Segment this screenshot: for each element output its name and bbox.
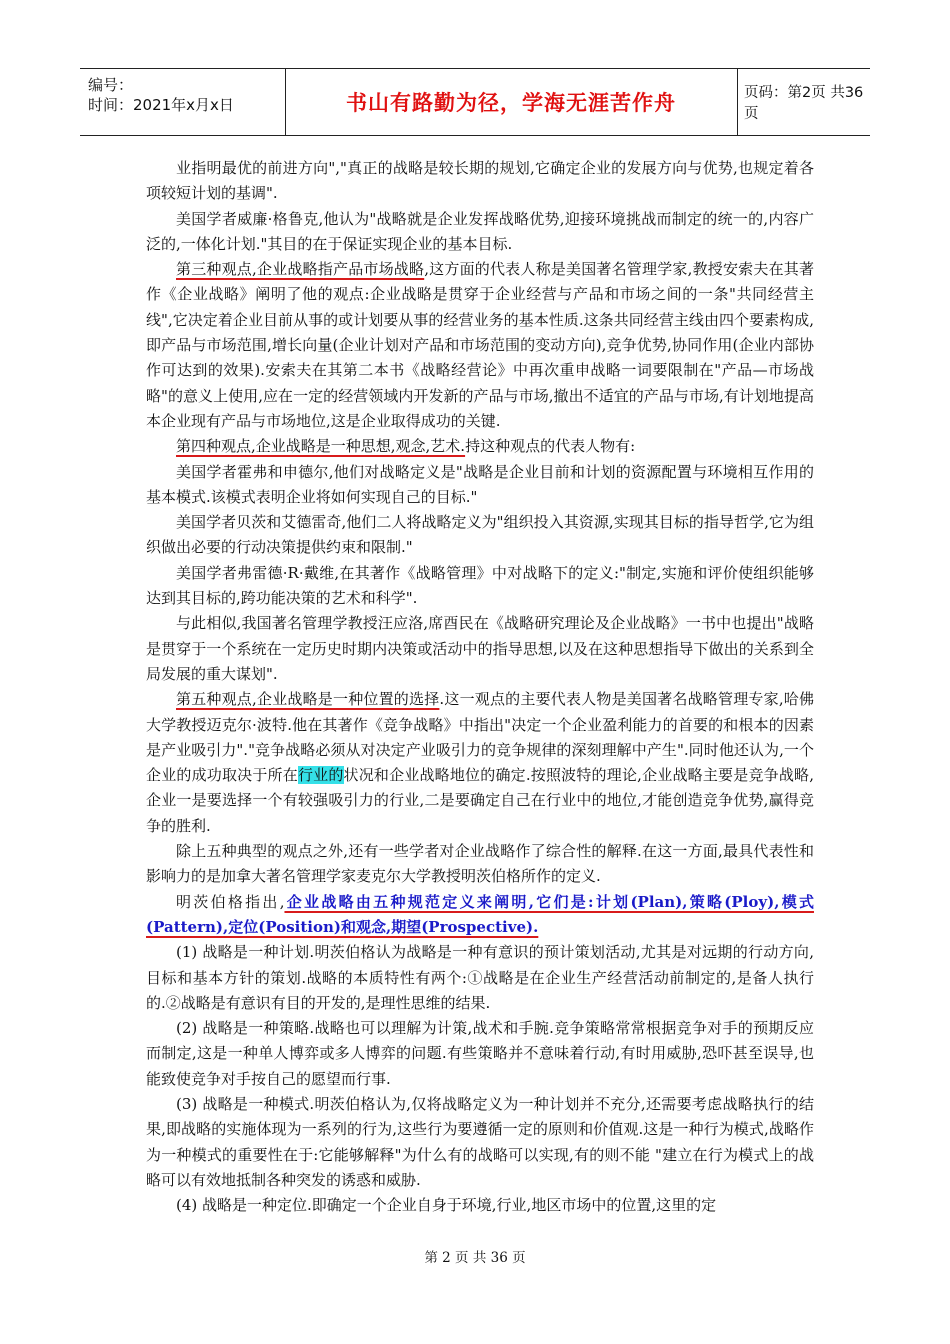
document-body [146, 156, 814, 1218]
paragraph: (3) 战略是一种模式.明茨伯格认为,仅将战略定义为一种计划并不充分,还需要考虑战略执行的结果,即战略的实施体现为一系列的行为,这些行为要遵循一定的原则和价值观.这是一种行为模式,战略作为一种模式的重要性在于:它能够解释"为什么有的战略可以实现,有的则不能 "建立在行为模式上的战略可以有效地抵制各种突发的诱惑和威胁. [146, 1094, 814, 1189]
paragraph: 美国学者威廉·格鲁克,他认为"战略就是企业发挥战略优势,迎接环境挑战而制定的统一的,内容广泛的,一体化计划."其目的在于保证实现企业的基本目标. [146, 209, 814, 253]
paragraph: (2) 战略是一种策略.战略也可以理解为计策,战术和手腕.竞争策略常常根据竞争对手的预期反应而制定,这是一种单人博弈或多人博弈的问题.有些策略并不意味着行动,有时用威胁,恐吓甚至误导,也能致使竞争对手按自己的愿望而行事. [146, 1019, 814, 1088]
header-motto: 书山有路勤为径，学海无涯苦作舟 [285, 69, 738, 135]
paragraph-text: .这一观点的主要代表人物是美国著名战略管理专家,哈佛大学教授迈克尔·波特.他在其著作《竞争战略》中指出"决定一个企业盈利能力的首要的和根本的因素是产业吸引力"."竞争战略必须从对决定产业吸引力的竞争规律的深刻理解中产生".同时他还认为,一个企业的成功取决于所在 [146, 690, 814, 785]
document-number-label: 编号： [88, 76, 134, 94]
paragraph [146, 434, 814, 459]
document-date-label: 时间：2021年x月x日 [88, 96, 234, 114]
paragraph: 与此相似,我国著名管理学教授汪应洛,席酉民在《战略研究理论及企业战略》一书中也提出"战略是贯穿于一个系统在一定历史时期内决策或活动中的指导思想,以及在这种思想指导下做出的关系到全局发展的重大谋划". [146, 614, 814, 683]
paragraph [146, 257, 814, 434]
paragraph-text: 状况和企业战略地位的确定.按照波特的理论,企业战略主要是竞争战略,企业一是要选择一个有较强吸引力的行业,二是要确定自己在行业中的地位,才能创造竞争优势,赢得竞争的胜利. [146, 766, 814, 835]
paragraph-text: 持这种观点的代表人物有: [465, 437, 636, 456]
paragraph: 美国学者弗雷德·R·戴维,在其著作《战略管理》中对战略下的定义:"制定,实施和评价使组织能够达到其目标的,跨功能决策的艺术和科学". [146, 563, 814, 608]
paragraph: (4) 战略是一种定位.即确定一个企业自身于环境,行业,地区市场中的位置,这里的定 [176, 1196, 717, 1215]
paragraph: (1) 战略是一种计划.明茨伯格认为战略是一种有意识的预计策划活动,尤其是对远期的行动方向,目标和基本方针的策划.战略的本质特性有两个:①战略是在企业生产经营活动前制定的,是备人执行的.②战略是有意识有目的开发的,是理性思维的结果. [146, 943, 814, 1012]
underlined-heading: 第五种观点,企业战略是一种位置的选择 [176, 690, 440, 709]
page-header [80, 68, 870, 136]
header-meta [80, 69, 286, 135]
header-page-number: 页码：第2页 共36页 [744, 85, 864, 122]
paragraph [146, 687, 814, 839]
paragraph-text: ,这方面的代表人称是美国著名管理学家,教授安索夫在其著作《企业战略》阐明了他的观点:企业战略是贯穿于企业经营与产品和市场之间的一条"共同经营主线",它决定着企业目前从事的或计划要从事的经营业务的基本性质.这条共同经营主线由四个要素构成,即产品与市场范围,增长向量(企业计划对产品和市场范围的变动方向),竞争优势,协同作用(企业内部协作可达到的效果).安索夫在其第二本书《战略经营论》中再次重申战略一词要限制在"产品—市场战略"的意义上使用,应在一定的经营领域内开发新的产品与市场,撤出不适宜的产品与市场,有计划地提高本企业现有产品与市场地位,这是企业取得成功的关键. [146, 260, 814, 430]
paragraph-text: 明茨伯格指出, [176, 892, 285, 911]
highlighted-text: 行业的 [297, 766, 344, 785]
page-footer: 第 2 页 共 36 页 [424, 1250, 526, 1266]
paragraph: 业指明最优的前进方向","真正的战略是较长期的规划,它确定企业的发展方向与优势,也规定着各项较短计划的基调". [146, 159, 814, 203]
paragraph: 美国学者霍弗和申德尔,他们对战略定义是"战略是企业目前和计划的资源配置与环境相互作用的基本模式.该模式表明企业将如何实现自己的目标." [146, 462, 814, 506]
underlined-heading: 第三种观点,企业战略指产品市场战略 [176, 260, 425, 279]
paragraph [146, 890, 814, 941]
emphasized-definition: 企业战略由五种规范定义来阐明,它们是:计划(Plan),策略(Ploy),模式(Pattern),定位(Position)和观念,期望(Prospective). [146, 892, 814, 936]
underlined-heading: 第四种观点,企业战略是一种思想,观念,艺术. [176, 437, 466, 456]
paragraph: 美国学者贝茨和艾德雷奇,他们二人将战略定义为"组织投入其资源,实现其目标的指导哲学,它为组织做出必要的行动决策提供约束和限制." [146, 513, 814, 557]
paragraph: 除上五种典型的观点之外,还有一些学者对企业战略作了综合性的解释.在这一方面,最具代表性和影响力的是加拿大著名管理学家麦克尔大学教授明茨伯格所作的定义. [146, 842, 814, 886]
